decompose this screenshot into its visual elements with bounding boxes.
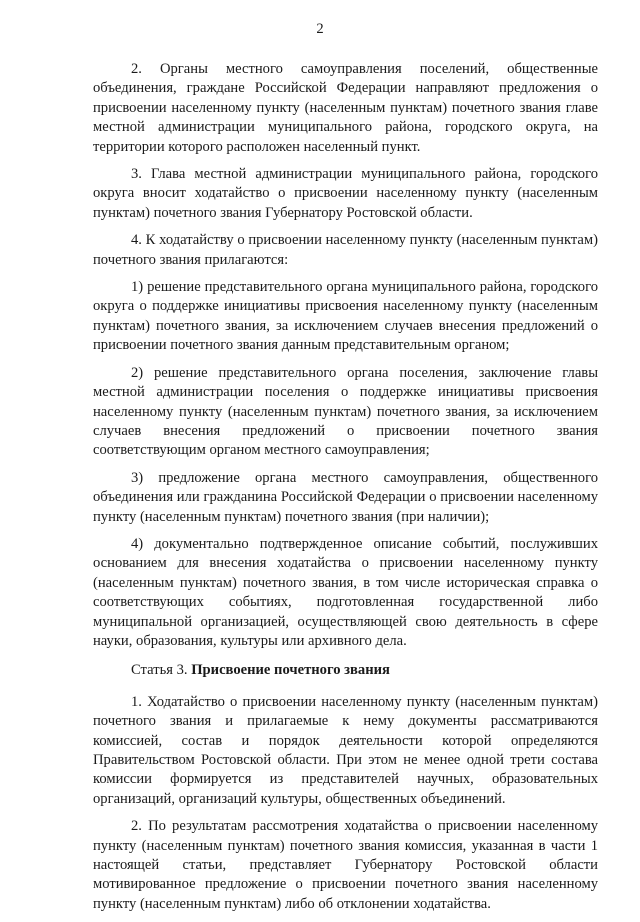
article-title: Присвоение почетного звания — [191, 662, 390, 679]
paragraph: 4. К ходатайству о присвоении населенному пункту (населенным пунктам) почетного звания прилагаются: — [93, 232, 598, 268]
list-item: 2) решение представительного органа поселения, заключение главы местной администрации поселения о поддержке инициативы присвоения населенному пункту (населенным пунктам) почетного звания, за исключением случаев внесения предложений о присвоении почетного звания соответствующим органом местного самоуправления; — [93, 364, 598, 459]
paragraph: 2. По результатам рассмотрения ходатайства о присвоении населенному пункту (населенным пунктам) почетного звания комиссия, указанная в части 1 настоящей статьи, представляет Губернатору Ростовской области мотивированное предложение о присвоении почетного звания населенному пункту (населенным пунктам) либо об отклонении ходатайства. — [93, 818, 598, 912]
article-prefix: Статья 3. — [131, 662, 192, 679]
paragraph: 1. Ходатайство о присвоении населенному пункту (населенным пунктам) почетного звания и прилагаемые к нему документы рассматриваются комиссией, состав и порядок деятельности которой определяются Правительством Ростовской области. При этом не менее одной трети состава комиссии формируется из представителей научных, образовательных организаций, организаций культуры, общественных объединений. — [93, 693, 598, 807]
paragraph: 2. Органы местного самоуправления поселений, общественные объединения, граждане Российской Федерации направляют предложения о присвоении населенному пункту (населенным пунктам) почетного звания главе местной администрации муниципального района, городского округа, на территории которого расположен населенный пункт. — [93, 61, 598, 155]
list-item: 3) предложение органа местного самоуправления, общественного объединения или гражданина Российской Федерации о присвоении населенному пункту (населенным пунктам) почетного звания (при наличии); — [93, 469, 598, 525]
page-number: 2 — [316, 21, 324, 37]
list-item: 1) решение представительного органа муниципального района, городского округа о поддержке инициативы присвоения населенному пункту (населенным пунктам) почетного звания, за исключением случаев внесения предложений о присвоении почетного звания данным представительным органом; — [93, 279, 598, 354]
article-heading — [93, 661, 598, 680]
paragraph: 3. Глава местной администрации муниципального района, городского округа вносит ходатайство о присвоении населенному пункту (населенным пунктам) почетного звания Губернатору Ростовской области. — [93, 166, 598, 221]
list-item: 4) документально подтвержденное описание событий, послуживших основанием для внесения ходатайства о присвоении населенному пункту (населенным пунктам) почетного звания, в том числе историческая справка о соответствующих событиях, подготовленная государственной либо муниципальной организацией, осуществляющей свою деятельность в сфере науки, образования, культуры или архивного дела. — [93, 535, 598, 649]
document-body — [93, 60, 598, 922]
